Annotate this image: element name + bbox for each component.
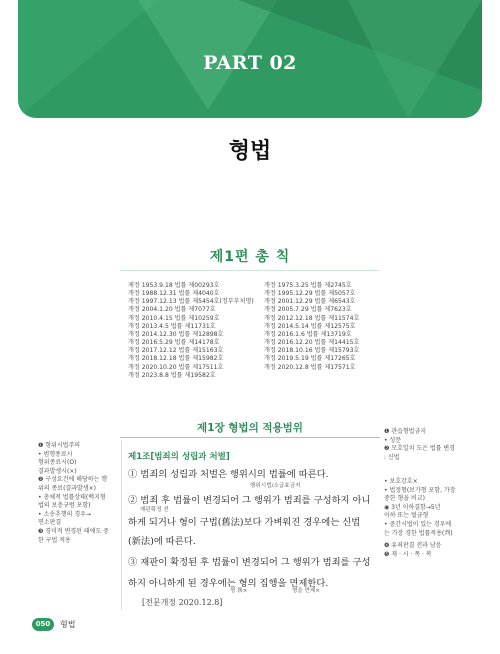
gloss-note: 형을 면제× — [292, 588, 321, 594]
note-line: • 성문 — [384, 436, 402, 444]
part-label: PART 02 — [203, 52, 297, 74]
note-line: ❹ 유죄판결 전과 남음 — [384, 542, 442, 549]
history-right — [264, 282, 359, 372]
chapter-title: 제1장 형법의 적용범위 — [197, 422, 303, 434]
note-line: 중한 형을 비교) — [384, 495, 425, 503]
history-item: 개정 1988.12.31 법률 제4040호 — [128, 290, 220, 298]
note-line: • 중간시법이 있는 경우에 — [384, 520, 452, 528]
section-title: 제1편 총 칙 — [209, 249, 291, 265]
note-line: 한 구법 적용 — [38, 536, 71, 544]
history-left — [128, 282, 254, 380]
history-item: 제정 1953.9.18 법률 제00293호 — [128, 282, 220, 289]
revision-note: [전문개정 2020.12.8] — [142, 598, 223, 607]
note-line: 형위종료시(O) — [38, 459, 77, 467]
history-item: 개정 2018.12.18 법률 제15982호 — [128, 355, 224, 363]
page-number-badge: 050 — [32, 618, 54, 631]
gloss-note: 행위시법/소급효금지 — [250, 483, 301, 489]
note-line: ❶ 관습형법금지 — [384, 428, 427, 435]
history-item: 개정 2023.8.8 법률 제19582호 — [128, 371, 216, 379]
content-margin-line — [121, 440, 122, 610]
note-line: 위의 종료(결과발생×) — [38, 484, 96, 492]
history-item: 개정 2019.5.19 법률 제17265호 — [264, 355, 356, 363]
note-line: 는 가장 경한 법률적용(判) — [384, 529, 453, 537]
right-margin-notes-bottom — [384, 542, 484, 559]
chapter-divider — [120, 437, 380, 438]
footer-label: 형법 — [60, 620, 76, 629]
history-item: 개정 2012.12.18 법률 제11574호 — [264, 314, 360, 322]
note-line: • 범행종료시 — [38, 450, 73, 458]
article-paragraph-3b: 하지 아니하게 된 경우에는 형의 집행을 면제한다. — [128, 578, 329, 589]
history-item: 개정 1997.12.13 법률 제5454호(정부부처명) — [128, 298, 254, 306]
article-paragraph-2c: (新法)에 따른다. — [128, 536, 196, 547]
history-item: 개정 2016.1.6 법률 제13719호 — [264, 330, 352, 338]
note-line: : 신법 — [384, 453, 400, 461]
note-line: ❺ 재 · 시 · 폭 · 복 — [384, 550, 432, 558]
history-item: 개정 2010.4.15 법률 제10259호 — [128, 314, 220, 322]
history-item: 개정 2016.12.20 법률 제14415호 — [264, 339, 360, 347]
note-line: ◉ 3년 이하결함→5년 — [384, 503, 441, 511]
history-item: 개정 2005.7.29 법률 제7623호 — [264, 306, 352, 314]
right-margin-notes-mid — [384, 478, 484, 538]
gloss-note: 재판확정 전 — [140, 507, 169, 513]
history-item: 개정 1975.3.25 법률 제2745호 — [264, 282, 352, 289]
article-paragraph-2b: 하게 되거나 형이 구법(舊法)보다 가벼워진 경우에는 신법 — [128, 517, 361, 528]
history-item: 개정 2020.12.8 법률 제17571호 — [264, 363, 356, 371]
note-line: • 보호감호× — [384, 478, 418, 485]
history-item: 개정 2018.10.16 법률 제15793호 — [264, 347, 360, 355]
article-heading: 제1조[범죄의 성립과 처벌] — [128, 452, 230, 462]
right-margin-notes-top — [384, 428, 484, 462]
note-line: 면소판결 — [38, 519, 62, 527]
gloss-note: 형 執× — [230, 588, 248, 594]
history-item: 개정 2001.12.29 법률 제6543호 — [264, 298, 356, 306]
note-line: ❷ 모호일치 도은 법률 변경 — [384, 445, 455, 453]
left-margin-notes — [38, 442, 120, 545]
article-paragraph-2a: ② 범죄 후 법률이 변경되어 그 행위가 범죄를 구성하지 아니 — [128, 495, 371, 506]
history-item: 개정 2004.1.20 법률 제7077호 — [128, 306, 216, 314]
history-item: 개정 2017.12.12 법률 제15163호 — [128, 347, 224, 355]
note-line: • 소송추행의 경우→ — [38, 510, 91, 518]
note-line: 이하 또는 벌금형 — [384, 512, 429, 520]
note-line: 결과발생시(×) — [38, 467, 77, 475]
history-item: 개정 2016.5.29 법률 제14178호 — [128, 339, 220, 347]
page-title: 형법 — [228, 139, 272, 164]
history-item: 개정 1995.12.29 법률 제5057호 — [264, 290, 356, 298]
article-paragraph-3a: ③ 재판이 확정된 후 법률이 변경되어 그 행위가 범죄를 구성 — [128, 557, 371, 568]
history-item: 개정 2014.5.14 법률 제12575호 — [264, 322, 356, 330]
part-banner — [18, 0, 482, 118]
article-paragraph-1: ① 범죄의 성립과 처벌은 행위시의 법률에 따른다. — [128, 469, 329, 480]
history-item: 개정 2013.4.5 법률 제11731호 — [128, 322, 216, 330]
note-line: ❶ 형위시법주의 — [38, 442, 81, 449]
note-line: • 법정형(보가형 포함, 가장 — [384, 486, 456, 494]
section-divider — [120, 270, 380, 271]
note-line: 법의 보충규범 포함) — [38, 502, 91, 510]
note-line: ❷ 구성요건에 해당하는 행 — [38, 476, 108, 484]
history-item: 개정 2020.10.20 법률 제17511호 — [128, 363, 224, 371]
note-line: • 총체적 법률상태(백지형 — [38, 493, 106, 501]
history-item: 개정 2014.12.30 법률 제12898호 — [128, 330, 224, 338]
note-line: ❸ 경미적 변경된 태에도 중 — [38, 527, 109, 535]
